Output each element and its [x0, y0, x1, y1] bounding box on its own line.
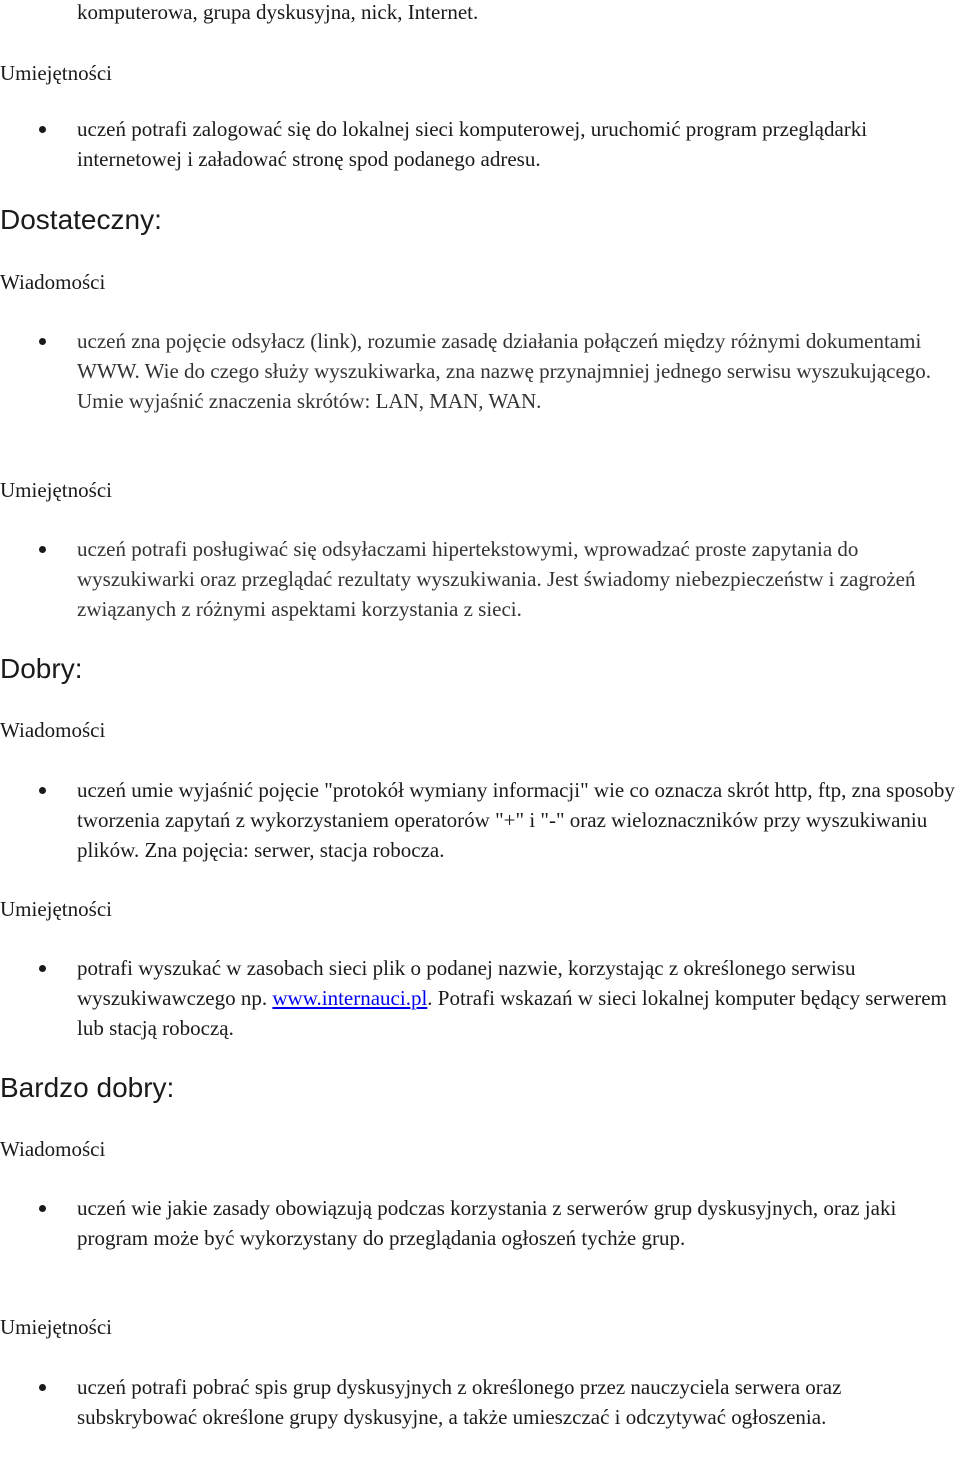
internauci-link[interactable]: www.internauci.pl: [272, 986, 428, 1010]
section-label-umiejetnosci: Umiejętności: [0, 897, 112, 921]
section-label-wiadomosci: Wiadomości: [0, 1137, 106, 1161]
list-item: uczeń zna pojęcie odsyłacz (link), rozumie zasadę działania połączeń między różnymi dokumentami WWW. Wie do czego służy wyszukiwarka, zna nazwę przynajmniej jednego serwisu wyszukującego. Umie wyjaśnić znaczenia skrótów: LAN, MAN, WAN.: [77, 329, 932, 413]
bullet-icon: [39, 1384, 46, 1391]
list-item-text: . Potrafi wskazań w sieci lokalnej komputer będący serwerem lub stacją roboczą.: [77, 986, 947, 1040]
list-item: uczeń potrafi zalogować się do lokalnej sieci komputerowej, uruchomić program przeglądarki internetowej i załadować stronę spod podanego adresu.: [77, 117, 868, 171]
bullet-icon: [39, 126, 46, 133]
grade-heading-dobry: Dobry:: [0, 653, 83, 684]
list-item-text: potrafi wyszukać w zasobach sieci plik o podanej nazwie, korzystając z określonego serwisu wyszukiwawczego np.: [77, 956, 856, 1010]
section-label-umiejetnosci: Umiejętności: [0, 61, 112, 85]
list-item: uczeń wie jakie zasady obowiązują podczas korzystania z serwerów grup dyskusyjnych, oraz jaki program może być wykorzystany do przeglądania ogłoszeń tychże grup.: [77, 1196, 897, 1250]
bullet-icon: [39, 965, 46, 972]
section-label-umiejetnosci: Umiejętności: [0, 1315, 112, 1339]
list-item: uczeń potrafi pobrać spis grup dyskusyjnych z określonego przez nauczyciela serwera oraz subskrybować określone grupy dyskusyjne, a także umieszczać i odczytywać ogłoszenia.: [77, 1375, 842, 1429]
section-label-umiejetnosci: Umiejętności: [0, 478, 112, 502]
grade-heading-dostateczny: Dostateczny:: [0, 204, 162, 235]
bullet-icon: [39, 546, 46, 553]
list-item: uczeń potrafi posługiwać się odsyłaczami hipertekstowymi, wprowadzać proste zapytania do wyszukiwarki oraz przeglądać rezultaty wyszukiwania. Jest świadomy niebezpieczeństw i zagrożeń związanych z różnymi aspektami korzystania z sieci.: [77, 537, 916, 621]
section-label-wiadomosci: Wiadomości: [0, 270, 106, 294]
bullet-icon: [39, 787, 46, 794]
continued-text-line: komputerowa, grupa dyskusyjna, nick, Internet.: [77, 0, 479, 24]
section-label-wiadomosci: Wiadomości: [0, 718, 106, 742]
bullet-icon: [39, 1205, 46, 1212]
grade-heading-bardzo-dobry: Bardzo dobry:: [0, 1072, 175, 1103]
bullet-icon: [39, 338, 46, 345]
list-item: [77, 953, 957, 1043]
list-item: uczeń umie wyjaśnić pojęcie "protokół wymiany informacji" wie co oznacza skrót http, ftp, zna sposoby tworzenia zapytań z wykorzystaniem operatorów "+" i "-" oraz wieloznaczników przy wyszukiwaniu plików. Zna pojęcia: serwer, stacja robocza.: [77, 778, 955, 862]
